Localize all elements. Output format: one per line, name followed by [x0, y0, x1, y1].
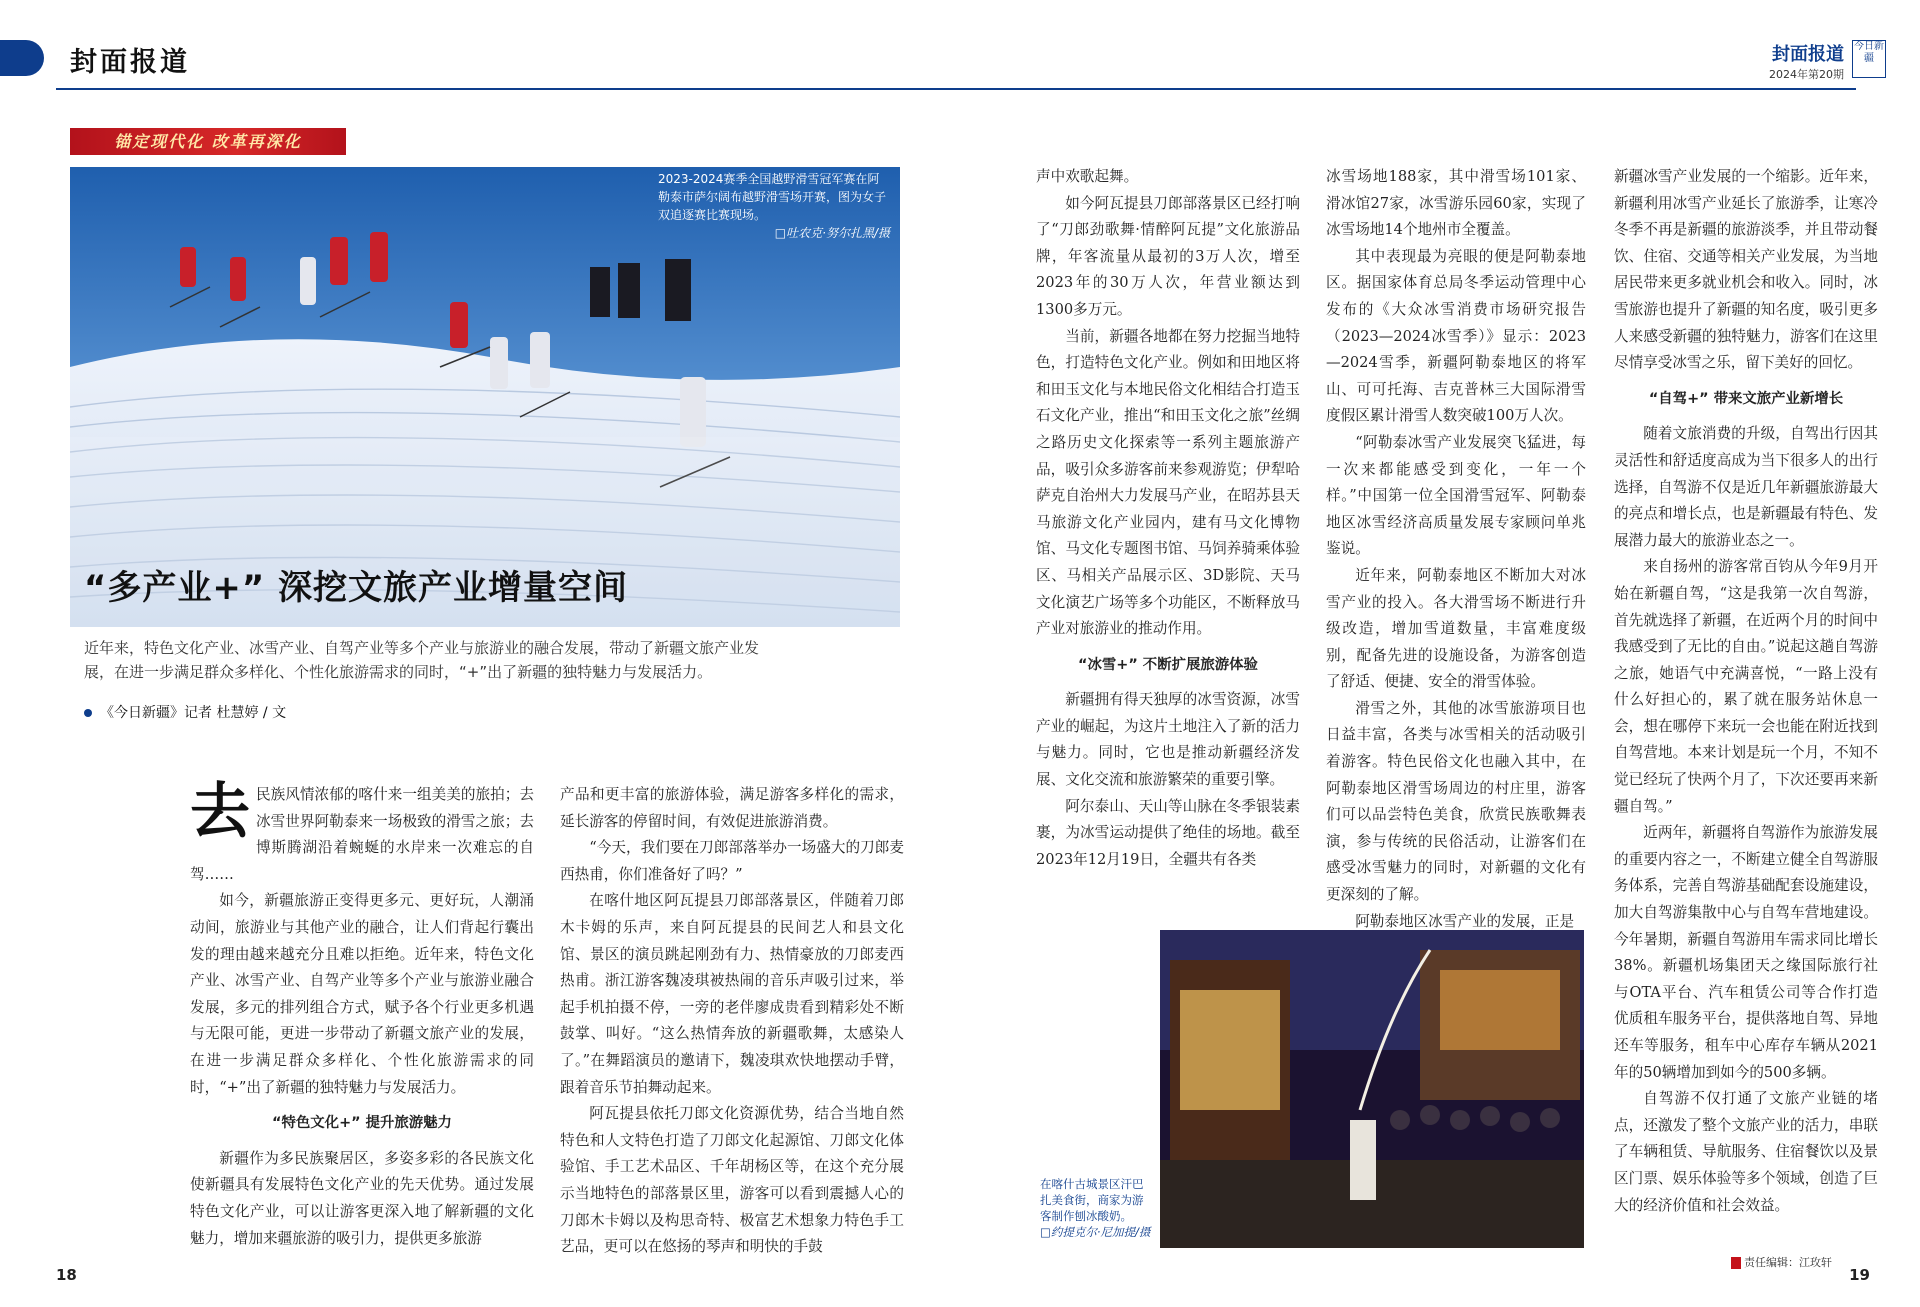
night-photo-caption — [1040, 1176, 1152, 1240]
header-rule — [56, 88, 1856, 90]
paragraph: 阿瓦提县依托刀郎文化资源优势，结合当地自然特色和人文特色打造了刀郎文化起源馆、刀郎文化体验馆、手工艺术品区、千年胡杨区等，在这个充分展示当地特色的部落景区里，游客可以看到震撼人心的刀郎木卡姆以及构思奇特、极富艺术想象力特色手工艺品，更可以在悠扬的琴声和明快的手鼓 — [560, 1105, 904, 1256]
paragraph: 当前，新疆各地都在努力挖掘当地特色，打造特色文化产业。例如和田地区将和田玉文化与本地民俗文化相结合打造玉石文化产业，推出“和田玉文化之旅”丝绸之路历史文化探索等一系列主题旅游产品，吸引众多游客前来参观游览；伊犁哈萨克自治州大力发展马产业，在昭苏县天马旅游文化产业园内，建有马文化博物馆、马文化专题图书馆、马饲养骑乘体验区、马相关产品展示区、3D影院、天马文化演艺广场等多个功能区，不断释放马产业对旅游业的推动作用。 — [1036, 327, 1300, 638]
night-caption-text: 在喀什古城景区汗巴扎美食街，商家为游客制作刨冰酸奶。 — [1040, 1177, 1144, 1223]
paragraph: 产品和更丰富的旅游体验，满足游客多样化的需求，延长游客的停留时间，有效促进旅游消费。 — [560, 786, 904, 830]
paragraph: 滑雪之外，其他的冰雪旅游项目也日益丰富，各类与冰雪相关的活动吸引着游客。特色民俗文化也融入其中，在阿勒泰地区滑雪场周边的村庄里，游客们可以品尝特色美食，欣赏民族歌舞表演，参与传统的民俗活动，让游客们在感受冰雪魅力的同时，对新疆的文化有更深刻的了解。 — [1326, 699, 1586, 904]
paragraph: 声中欢歌起舞。 — [1036, 168, 1139, 185]
paragraph: 来自扬州的游客常百钧从今年9月开始在新疆自驾，“这是我第一次自驾游，首先就选择了新疆，在近两个月的时间中我感受到了无比的自由。”说起这趟自驾游之旅，她语气中充满喜悦，“一路上没有什么好担心的，累了就在服务站休息一会，想在哪停下来玩一会也能在附近找到自驾营地。本来计划是玩一个月，不知不觉已经玩了快两个月了，下次还要再来新疆自驾。” — [1614, 558, 1878, 815]
intro-paragraph: 民族风情浓郁的喀什来一组美美的旅拍；去冰雪世界阿勒泰来一场极致的滑雪之旅；去博斯腾湖沿着蜿蜒的水岸来一次难忘的自驾…… — [190, 786, 534, 883]
paragraph: 阿勒泰地区冰雪产业的发展，正是 — [1355, 912, 1575, 930]
paragraph: 近年来，阿勒泰地区不断加大对冰雪产业的投入。各大滑雪场不断进行升级改造，增加雪道数量，丰富难度级别，配备先进的设施设备，为游客创造了舒适、便捷、安全的滑雪体验。 — [1326, 566, 1586, 691]
paragraph: 新疆冰雪产业发展的一个缩影。近年来，新疆利用冰雪产业延长了旅游季，让寒冷冬季不再是新疆的旅游淡季，并且带动餐饮、住宿、交通等相关产业发展，为当地居民带来更多就业机会和收入。同时，冰雪旅游也提升了新疆的知名度，吸引更多人来感受新疆的独特魅力，游客们在这里尽情享受冰雪之乐，留下美好的回忆。 — [1614, 168, 1878, 372]
article-column-4 — [1326, 164, 1586, 935]
subheading-ice-snow: “冰雪+” 不断扩展旅游体验 — [1078, 656, 1258, 673]
paragraph: 自驾游不仅打通了文旅产业链的堵点，还激发了整个文旅产业的活力，串联了车辆租赁、导航服务、住宿餐饮以及景区门票、娱乐体验等多个领域，创造了巨大的经济价值和社会效益。 — [1614, 1090, 1878, 1214]
magazine-logo: 今日新疆 — [1852, 40, 1886, 78]
paragraph: 近两年，新疆将自驾游作为旅游发展的重要内容之一，不断建立健全自驾游服务体系，完善自驾游基础配套设施建设，加大自驾游集散中心与自驾车营地建设。今年暑期，新疆自驾游用车需求同比增长38%。新疆机场集团天之缘国际旅行社与OTA平台、汽车租赁公司等合作打造优质租车服务平台，提供落地自驾、异地还车等服务，租车中心库存车辆从2021年的50辆增加到如今的500多辆。 — [1614, 824, 1878, 1081]
section-tab-marker — [0, 40, 44, 76]
paragraph: 新疆拥有得天独厚的冰雪资源，冰雪产业的崛起，为这片土地注入了新的活力与魅力。同时，它也是推动新疆经济发展、文化交流和旅游繁荣的重要引擎。 — [1036, 691, 1300, 789]
paragraph: 阿尔泰山、天山等山脉在冬季银装素裹，为冰雪运动提供了绝佳的场地。截至2023年12月19日，全疆共有各类 — [1036, 797, 1300, 868]
article-column-1 — [190, 777, 534, 1252]
editor-text: 责任编辑：江玫轩 — [1744, 1256, 1832, 1269]
issue-label: 2024年第20期 — [1769, 68, 1844, 81]
hero-caption-text: 2023-2024赛季全国越野滑雪冠军赛在阿勒泰市萨尔阔布越野滑雪场开赛，图为女子双追逐赛比赛现场。 — [658, 172, 887, 222]
paragraph: 随着文旅消费的升级，自驾出行因其灵活性和舒适度高成为当下很多人的出行选择，自驾游不仅是近几年新疆旅游最大的亮点和增长点，也是新疆最有特色、发展潜力最大的旅游业态之一。 — [1614, 425, 1878, 549]
editor-credit — [1727, 1254, 1833, 1270]
paragraph: “阿勒泰冰雪产业发展突飞猛进，每一次来都能感受到变化，一年一个样。”中国第一位全国滑雪冠军、阿勒泰地区冰雪经济高质量发展专家顾问单兆鉴说。 — [1326, 433, 1586, 558]
magazine-header — [1769, 40, 1844, 82]
subheading-culture: “特色文化+” 提升旅游魅力 — [272, 1115, 452, 1132]
article-lead: 近年来，特色文化产业、冰雪产业、自驾产业等多个产业与旅游业的融合发展，带动了新疆文旅产业发展，在进一步满足群众多样化、个性化旅游需求的同时，“+”出了新疆的独特魅力与发展活力。 — [84, 639, 760, 681]
hero-photo-caption — [658, 170, 890, 242]
byline-text: 《今日新疆》记者 杜慧婷 / 文 — [100, 705, 287, 721]
byline — [84, 702, 286, 722]
paragraph: 新疆作为多民族聚居区，多姿多彩的各民族文化使新疆具有发展特色文化产业的先天优势。通过发展特色文化产业，可以让游客更深入地了解新疆的文化魅力，增加来疆旅游的吸引力，提供更多旅游 — [190, 1149, 534, 1247]
page-number-right: 19 — [1849, 1266, 1870, 1284]
subheading-self-drive: “自驾+” 带来文旅产业新增长 — [1648, 390, 1844, 407]
page-number-left: 18 — [56, 1266, 77, 1284]
paragraph: 在喀什地区阿瓦提县刀郎部落景区，伴随着刀郎木卡姆的乐声，来自阿瓦提县的民间艺人和县文化馆、景区的演员跳起刚劲有力、热情豪放的刀郎麦西热甫。浙江游客魏凌琪被热闹的音乐声吸引过来，举起手机拍摄不停，一旁的老伴廖成贵看到精彩处不断鼓掌、叫好。“这么热情奔放的新疆歌舞，太感染人了。”在舞蹈演员的邀请下，魏凌琪欢快地摆动手臂，跟着音乐节拍舞动起来。 — [560, 892, 904, 1096]
magazine-section-name: 封面报道 — [1772, 44, 1844, 65]
article-column-2 — [560, 782, 904, 1261]
paragraph: “今天，我们要在刀郎部落举办一场盛大的刀郎麦西热甫，你们准备好了吗？” — [560, 839, 904, 883]
end-mark-icon — [1731, 1257, 1741, 1269]
section-title: 封面报道 — [70, 47, 190, 78]
theme-banner: 锚定现代化 改革再深化 — [70, 128, 346, 155]
paragraph: 如今，新疆旅游正变得更多元、更好玩，人潮涌动间，旅游业与其他产业的融合，让人们背起行囊出发的理由越来越充分且难以拒绝。近年来，特色文化产业、冰雪产业、自驾产业等多个产业与旅游业融合发展，多元的排列组合方式，赋予各个行业更多机遇与无限可能，更进一步带动了新疆文旅产业的发展，在进一步满足群众多样化、个性化旅游需求的同时，“+”出了新疆的独特魅力与发展活力。 — [190, 892, 534, 1096]
article-title: “多产业+” 深挖文旅产业增量空间 — [84, 568, 629, 608]
byline-dot — [84, 709, 92, 717]
night-market-photo — [1160, 930, 1584, 1248]
hero-photo-credit: □吐农克·努尔扎黑/摄 — [774, 226, 890, 240]
article-column-5 — [1614, 164, 1878, 1219]
paragraph: 如今阿瓦提县刀郎部落景区已经打响了“刀郎劲歌舞·情醉阿瓦提”文化旅游品牌，年客流量从最初的3万人次，增至2023年的30万人次，年营业额达到1300多万元。 — [1036, 194, 1300, 318]
dropcap: 去 — [190, 777, 250, 847]
article-column-3 — [1036, 164, 1300, 873]
night-photo-credit: □约提克尔·尼加提/摄 — [1040, 1225, 1151, 1239]
paragraph: 其中表现最为亮眼的便是阿勒泰地区。据国家体育总局冬季运动管理中心发布的《大众冰雪消费市场研究报告（2023—2024冰雪季）》显示：2023—2024雪季，新疆阿勒泰地区的将军山、可可托海、吉克普林三大国际滑雪度假区累计滑雪人数突破100万人次。 — [1326, 247, 1586, 425]
paragraph: 冰雪场地188家，其中滑雪场101家、滑冰馆27家，冰雪游乐园60家，实现了冰雪场地14个地州市全覆盖。 — [1326, 168, 1586, 239]
